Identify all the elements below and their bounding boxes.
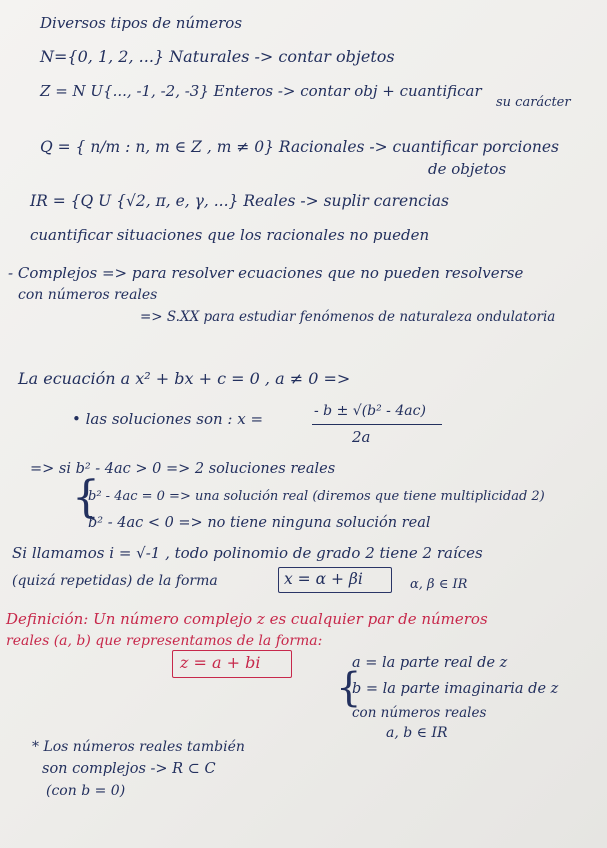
enteros-cont: su carácter [496, 95, 571, 110]
nota-reales-2: son complejos -> R ⊂ C [42, 761, 216, 777]
caso-cero: b² - 4ac = 0 => una solución real (diremos que tiene multiplicidad 2) [88, 489, 545, 504]
forma-expression: x = α + βi [284, 570, 363, 588]
definicion-line: Definición: Un número complejo z es cualquier par de números [6, 610, 488, 628]
fraction-bar [312, 424, 442, 425]
caso-positivo: => si b² - 4ac > 0 => 2 soluciones reales [30, 461, 336, 477]
complejos-cont: con números reales [18, 287, 158, 303]
llamamos-line: Si llamamos i = √-1 , todo polinomio de grado 2 tiene 2 raíces [12, 544, 483, 562]
nota-reales-3: (con b = 0) [46, 783, 126, 799]
cases-brace: { [72, 472, 100, 523]
caso-negativo: b² - 4ac < 0 => no tiene ninguna solución real [88, 515, 431, 531]
title: Diversos tipos de números [40, 14, 243, 32]
con-reales: con números reales [352, 705, 487, 721]
enteros-line: Z = N U{..., -1, -2, -3} Enteros -> contar obj + cuantificar [40, 82, 482, 100]
soluciones-denominator: 2a [352, 428, 371, 446]
naturales-line: N={0, 1, 2, ...} Naturales -> contar objetos [40, 47, 395, 66]
complejos-line: - Complejos => para resolver ecuaciones que no pueden resolverse [8, 264, 524, 282]
reales-line: IR = {Q U {√2, π, e, γ, ...} Reales -> suplir carencias [30, 192, 450, 210]
nota-reales: * Los números reales también [32, 739, 245, 755]
parte-imaginaria: b = la parte imaginaria de z [352, 681, 559, 697]
llamamos-cont: (quizá repetidas) de la forma [12, 573, 218, 589]
complejos-siglo: => S.XX para estudiar fenómenos de naturaleza ondulatoria [140, 309, 556, 325]
ab-reales: a, b ∈ IR [386, 725, 448, 741]
forma-condicion: α, β ∈ IR [410, 577, 468, 592]
reales-cont: cuantificar situaciones que los racionales no pueden [30, 226, 430, 244]
parte-real: a = la parte real de z [352, 655, 508, 671]
soluciones-label: • las soluciones son : x = [72, 410, 264, 428]
racionales-line: Q = { n/m : n, m ∈ Z , m ≠ 0} Racionales -> cuantificar porciones [40, 138, 559, 156]
definicion-cont: reales (a, b) que representamos de la forma: [6, 633, 323, 649]
ecuacion-line: La ecuación a x² + bx + c = 0 , a ≠ 0 => [18, 369, 351, 388]
z-forma: z = a + bi [180, 653, 261, 672]
parts-brace: { [336, 665, 362, 711]
racionales-cont: de objetos [428, 160, 507, 178]
soluciones-numerator: - b ± √(b² - 4ac) [314, 403, 426, 419]
